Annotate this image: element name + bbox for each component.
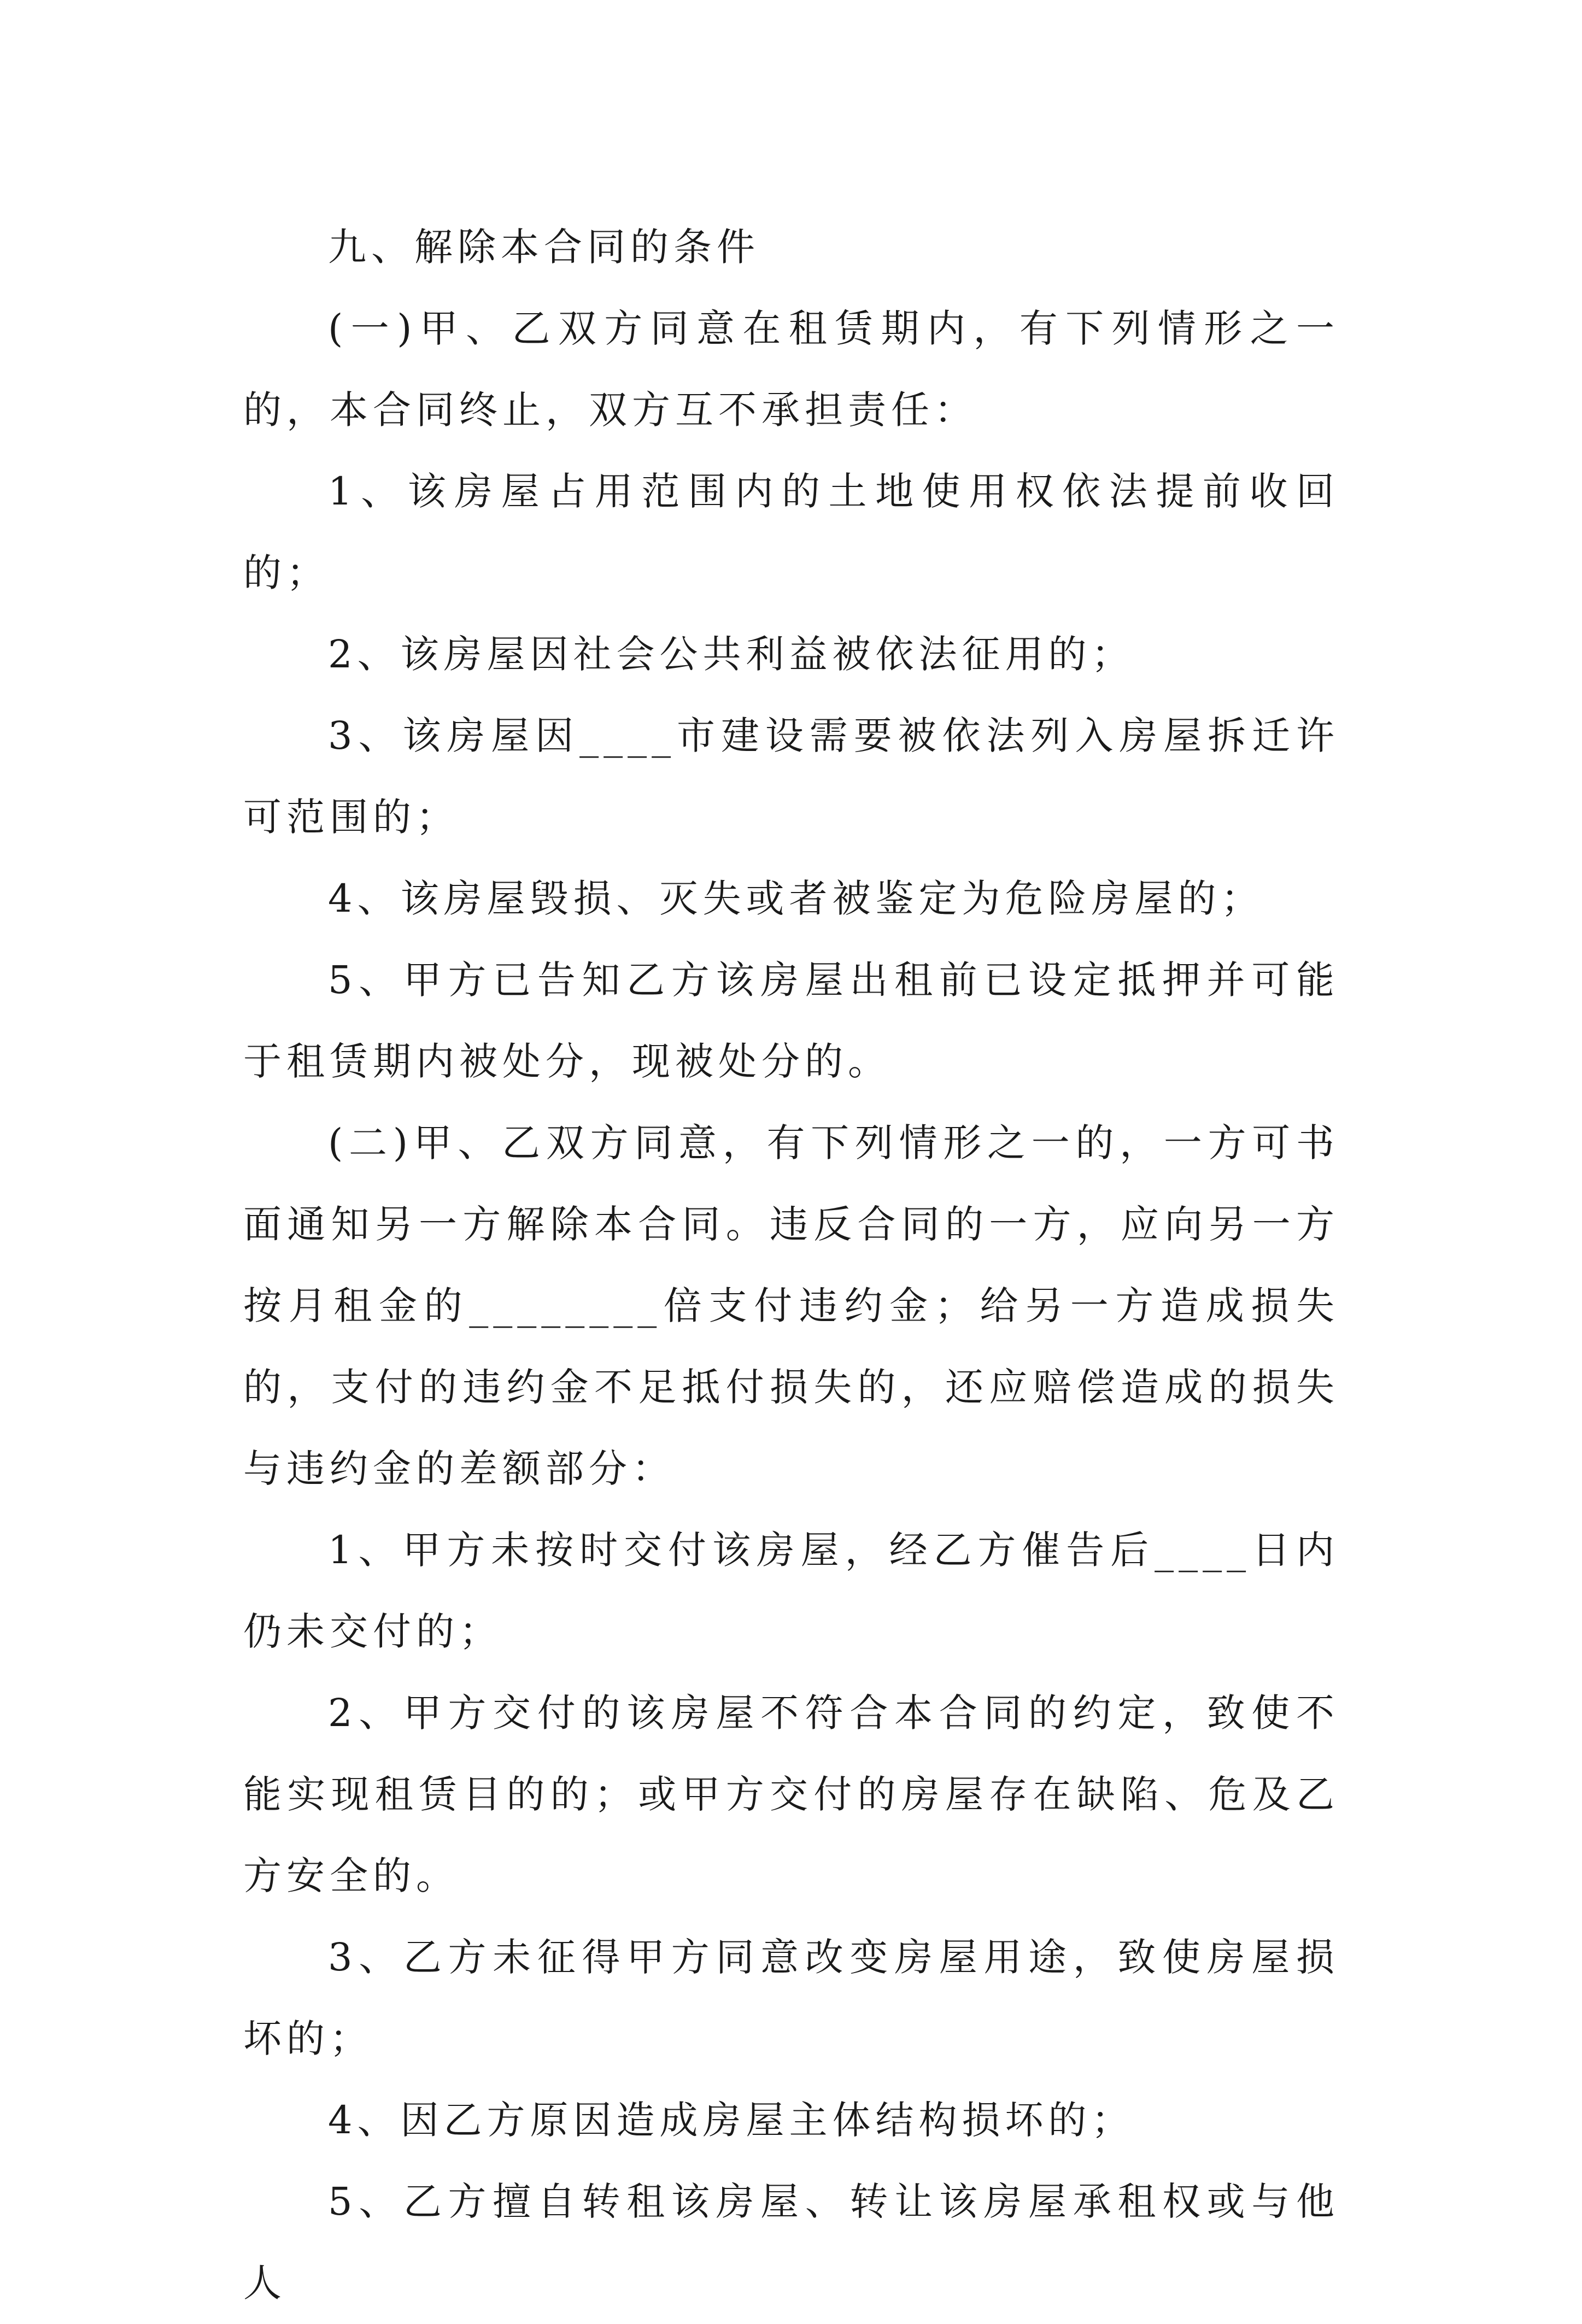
paragraph: 1、该房屋占用范围内的土地使用权依法提前收回的；: [243, 469, 1339, 595]
paragraph: 1、甲方未按时交付该房屋，经乙方催告后____日内仍未交付的；: [243, 1528, 1339, 1654]
paragraph: (二)甲、乙双方同意，有下列情形之一的，一方可书面通知另一方解除本合同。违反合同的一方，应向另一方按月租金的________倍支付违约金；给另一方造成损失的，支付的违约金不足抵付损失的，还应赔偿造成的损失与违约金的差额部分：: [243, 1120, 1339, 1491]
paragraph: 3、乙方未征得甲方同意改变房屋用途，致使房屋损坏的；: [243, 1935, 1339, 2061]
paragraph: 3、该房屋因____市建设需要被依法列入房屋拆迁许可范围的；: [243, 713, 1339, 840]
paragraph: 4、该房屋毁损、灭失或者被鉴定为危险房屋的；: [328, 876, 1264, 921]
paragraph: 5、甲方已告知乙方该房屋出租前已设定抵押并可能于租赁期内被处分，现被处分的。: [243, 958, 1339, 1084]
paragraph: 2、该房屋因社会公共利益被依法征用的；: [328, 632, 1135, 677]
paragraph: 2、甲方交付的该房屋不符合本合同的约定，致使不能实现租赁目的的；或甲方交付的房屋存在缺陷、危及乙方安全的。: [243, 1691, 1339, 1898]
paragraph: (一)甲、乙双方同意在租赁期内，有下列情形之一的，本合同终止，双方互不承担责任：: [243, 306, 1339, 432]
paragraph: 4、因乙方原因造成房屋主体结构损坏的；: [328, 2098, 1135, 2143]
paragraph: 5、乙方擅自转租该房屋、转让该房屋承租权或与他人: [243, 2179, 1339, 2305]
section-heading: 九、解除本合同的条件: [328, 225, 760, 269]
document-body: [243, 207, 1339, 2324]
